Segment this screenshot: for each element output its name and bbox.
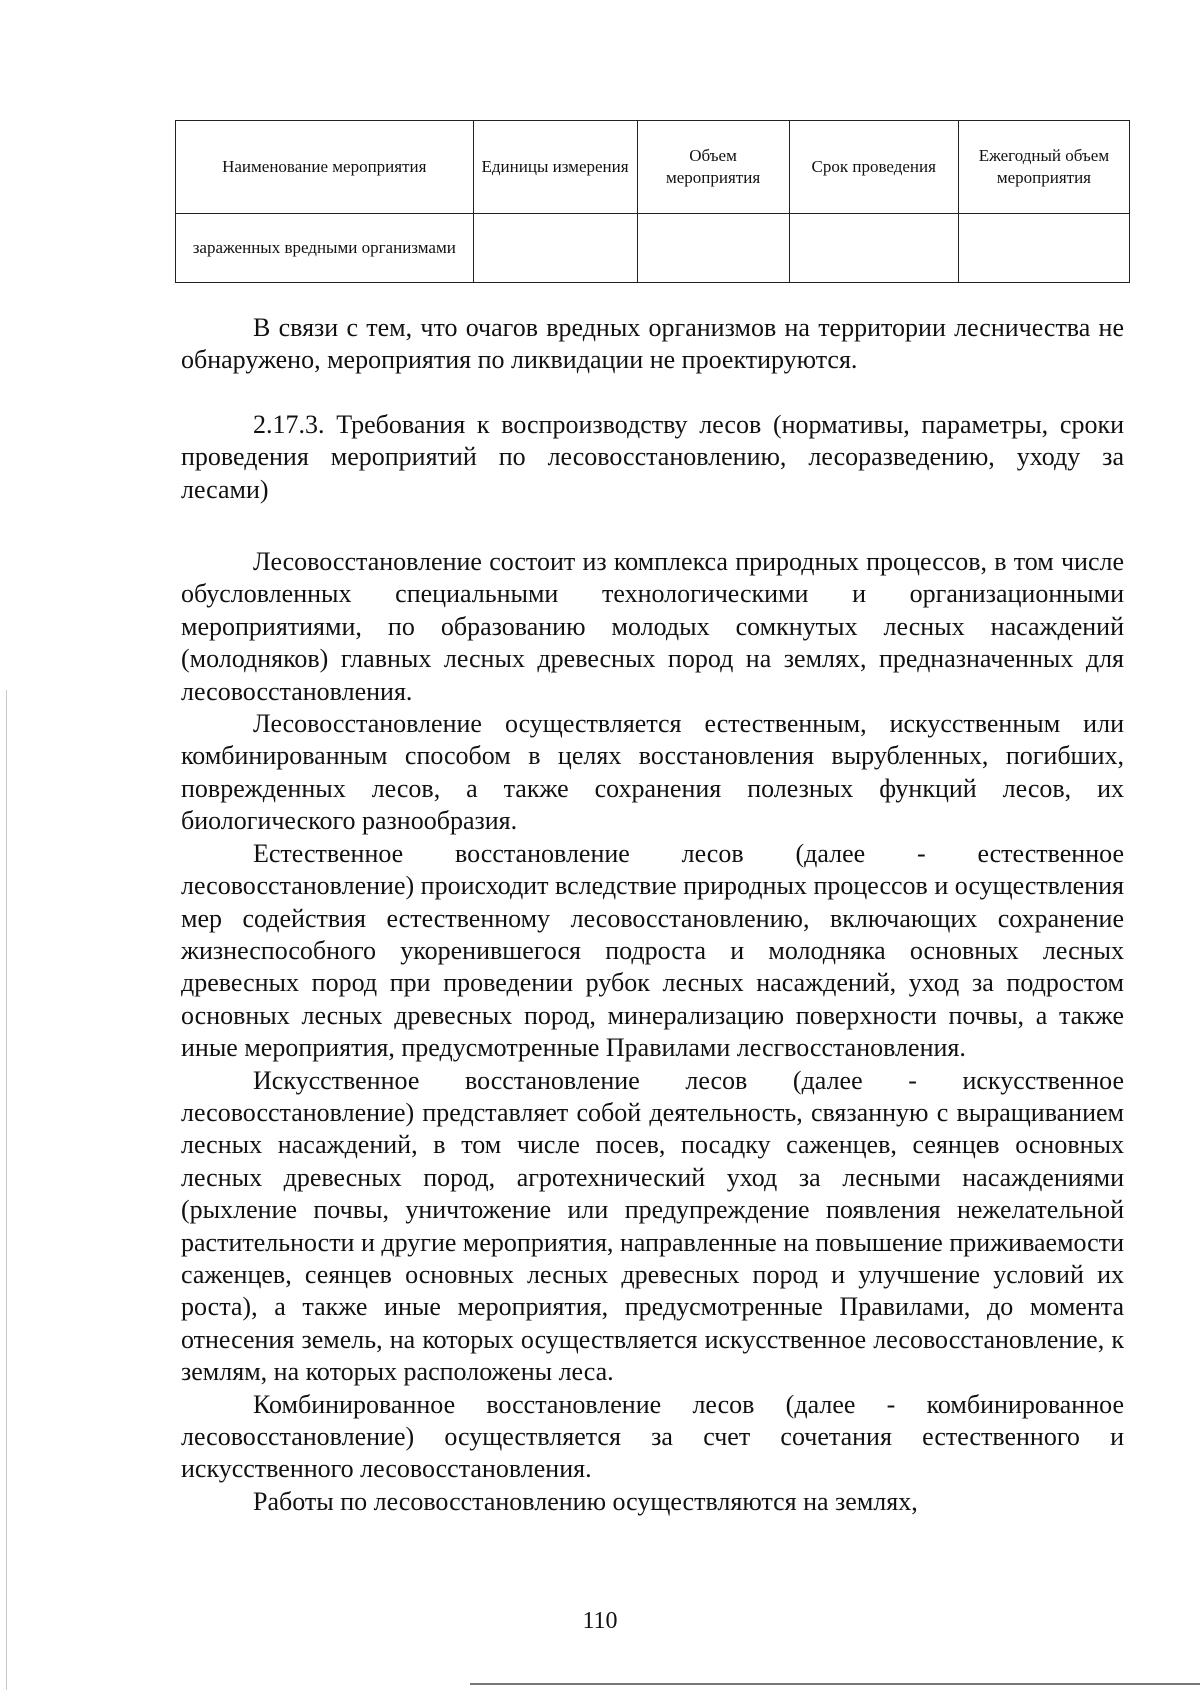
measures-table	[175, 120, 1130, 283]
paragraph-artificial-reforestation: Искусственное восстановление лесов (далее - искусственное лесовосстановление) представляет собой деятельность, связанную с выращиванием лесных насаждений, в том числе посев, посадку саженцев, сеянцев основных лесных древесных пород, агротехнический уход за лесными насаждениями (рыхление почвы, уничтожение или предупреждение появления нежелательной растительности и другие мероприятия, направленные на повышение приживаемости саженцев, сеянцев основных лесных древесных пород и улучшение условий их роста), а также иные мероприятия, предусмотренные Правилами, до момента отнесения земель, на которых осуществляется искусственное лесовосстановление, к землям, на которых расположены леса.	[181, 1065, 1124, 1387]
body-text	[181, 312, 1124, 1518]
paragraph-reforestation-definition: Лесовосстановление состоит из комплекса природных процессов, в том числе обусловленных специальными технологическими и организационными мероприятиями, по образованию молодых сомкнутых лесных насаждений (молодняков) главных лесных древесных пород на землях, предназначенных для лесовосстановления.	[181, 547, 1124, 706]
header-annual-volume: Ежегодный объем мероприятия	[958, 121, 1129, 214]
paragraph-reforestation-works: Работы по лесовосстановлению осуществляются на землях,	[253, 1486, 918, 1516]
table-cell	[637, 214, 789, 283]
paragraph-natural-reforestation: Естественное восстановление лесов (далее - естественное лесовосстановление) происходит вследствие природных процессов и осуществления мер содействия естественному лесовосстановлению, включающих сохранение жизнеспособного укоренившегося подроста и молодняка основных лесных древесных пород при проведении рубок лесных насаждений, уход за подростом основных лесных древесных пород, минерализацию поверхности почвы, а также иные мероприятия, предусмотренные Правилами лесгвосстановления.	[181, 838, 1124, 1063]
paragraph-reforestation-methods: Лесовосстановление осуществляется естественным, искусственным или комбинированным способом в целях восстановления вырубленных, погибших, поврежденных лесов, а также сохранения полезных функций лесов, их биологического разнообразия.	[181, 709, 1124, 836]
header-units: Единицы измерения	[473, 121, 637, 214]
paragraph-combined-reforestation: Комбинированное восстановление лесов (далее - комбинированное лесовосстановление) осуществляется за счет сочетания естественного и искусственного лесовосстановления.	[181, 1389, 1124, 1484]
header-name: Наименование мероприятия	[176, 121, 474, 214]
header-term: Срок проведения	[789, 121, 958, 214]
table-row	[176, 214, 1130, 283]
table-header-row	[176, 121, 1130, 214]
table-cell	[473, 214, 637, 283]
section-heading-2-17-3: 2.17.3. Требования к воспроизводству лесов (нормативы, параметры, сроки проведения мероприятий по лесовосстановлению, лесоразведению, уходу за лесами)	[181, 409, 1124, 504]
scan-edge-bottom	[470, 1683, 1200, 1685]
table-cell	[958, 214, 1129, 283]
paragraph-no-pest-foci: В связи с тем, что очагов вредных организмов на территории лесничества не обнаружено, мероприятия по ликвидации не проектируются.	[181, 313, 1124, 375]
table-cell: зараженных вредными организмами	[176, 214, 474, 283]
header-volume: Объем мероприятия	[637, 121, 789, 214]
table-cell	[789, 214, 958, 283]
scan-edge-left	[6, 690, 7, 1690]
page-number: 110	[582, 1608, 618, 1634]
